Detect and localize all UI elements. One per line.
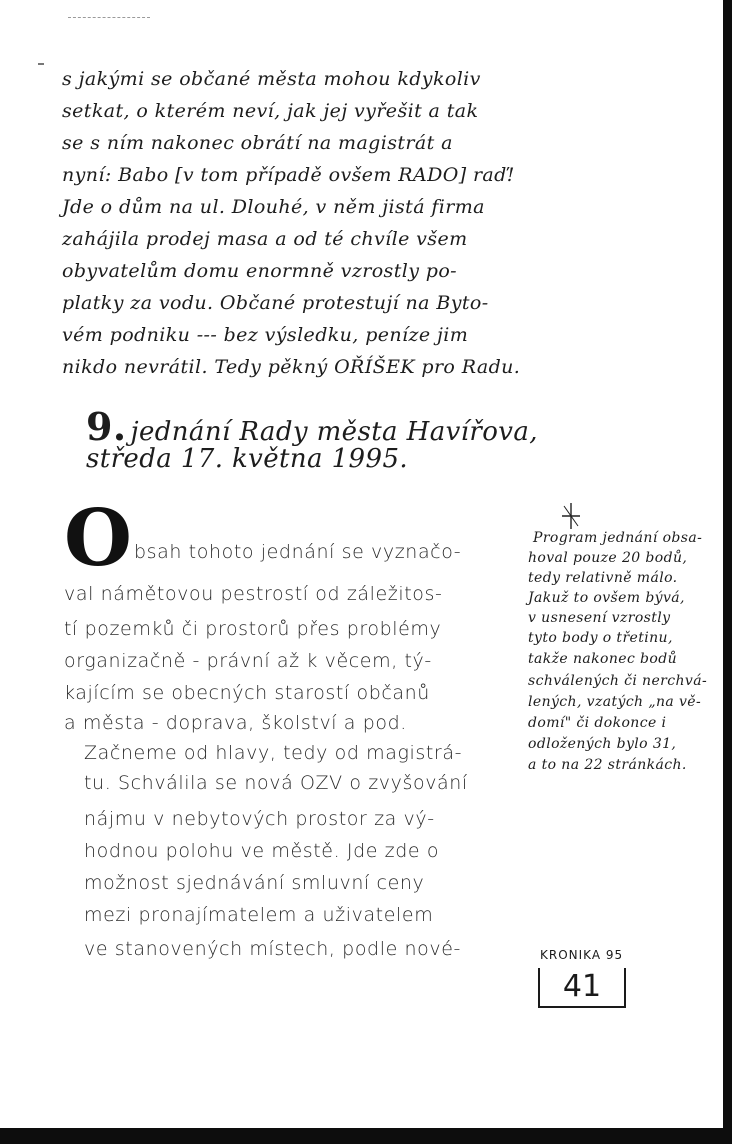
text-line: ve stanovených místech, podle nové- <box>84 938 461 960</box>
session-heading-line1 <box>86 404 538 449</box>
text-line: nikdo nevrátil. Tedy pěkný OŘÍŠEK pro Radu. <box>62 356 521 378</box>
session-number: 9. <box>86 404 127 449</box>
scan-edge-right <box>723 0 732 1144</box>
page-number-box <box>538 968 626 1008</box>
text-line: nájmu v nebytových prostor za vý- <box>84 808 435 830</box>
note-line: Program jednání obsa- <box>533 530 703 546</box>
text-line: možnost sjednávání smluvní ceny <box>84 872 425 894</box>
text-line: nyní: Babo [v tom případě ovšem RADO] raď! <box>62 164 515 186</box>
note-line: tyto body o třetinu, <box>528 630 673 646</box>
text-line: zahájila prodej masa a od té chvíle všem <box>62 228 468 250</box>
note-line: v usnesení vzrostly <box>528 610 671 626</box>
note-line: tedy relativně málo. <box>528 570 678 586</box>
text-line: val námětovou pestrostí od záležitos- <box>64 583 443 605</box>
text-line: bsah tohoto jednání se vyznačo- <box>134 541 462 563</box>
note-line: hoval pouze 20 bodů, <box>528 550 688 566</box>
text-line: hodnou polohu ve městě. Jde zde o <box>84 840 440 862</box>
text-line: obyvatelům domu enormně vzrostly po- <box>62 260 458 282</box>
text-line: platky za vodu. Občané protestují na Byto- <box>62 292 489 314</box>
note-cross-mark <box>560 502 582 530</box>
text-line: organizačně - právní až k věcem, tý- <box>64 650 432 672</box>
chronicle-label: KRONIKA 95 <box>540 948 624 962</box>
dropcap-letter: O <box>64 493 132 584</box>
session-title: jednání Rady města Havířova, <box>130 417 538 447</box>
text-line: tí pozemků či prostorů přes problémy <box>64 618 442 640</box>
page-number: 41 <box>562 969 602 1004</box>
text-line: se s ním nakonec obrátí na magistrát a <box>62 132 453 154</box>
note-line: a to na 22 stránkách. <box>528 757 687 773</box>
note-line: schválených či nerchvá- <box>528 673 708 689</box>
note-line: lených, vzatých „na vě- <box>528 694 702 710</box>
text-line: setkat, o kterém neví, jak jej vyřešit a tak <box>62 100 479 122</box>
note-line: takže nakonec bodů <box>528 651 678 667</box>
text-line: s jakými se občané města mohou kdykoliv <box>62 68 481 90</box>
text-line: Začneme od hlavy, tedy od magistrá- <box>84 742 463 764</box>
scan-edge-bottom <box>0 1128 732 1144</box>
note-line: Jakuž to ovšem bývá, <box>528 590 685 606</box>
note-line: domí" či dokonce i <box>528 715 667 731</box>
margin-mark <box>38 63 44 65</box>
text-line: mezi pronajímatelem a uživatelem <box>84 904 434 926</box>
text-line: vém podniku --- bez výsledku, peníze jim <box>62 324 469 346</box>
text-line: Jde o dům na ul. Dlouhé, v něm jistá firma <box>62 196 485 218</box>
text-line: tu. Schválila se nová OZV o zvyšování <box>84 772 468 794</box>
text-line: a města - doprava, školství a pod. <box>64 712 407 734</box>
top-dashed-rule <box>68 17 150 18</box>
note-line: odložených bylo 31, <box>528 736 677 752</box>
text-line: kajícím se obecných starostí občanů <box>64 682 430 704</box>
session-heading-line2: středa 17. května 1995. <box>86 444 409 474</box>
